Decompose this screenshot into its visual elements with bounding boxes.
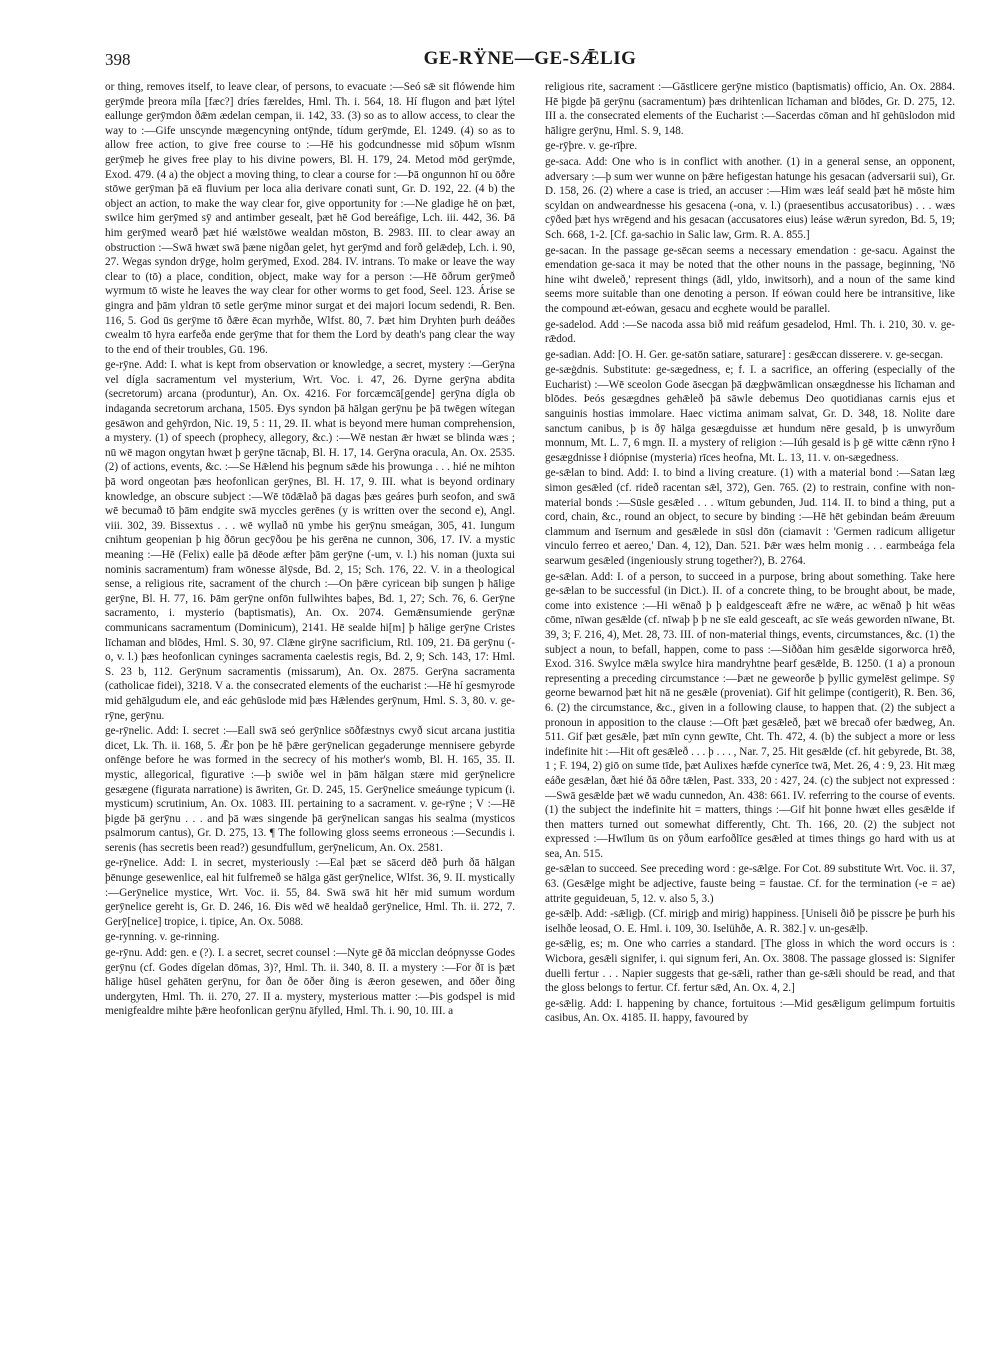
dictionary-entry: ge-rȳnelic. Add: I. secret :—Eall swā seó gerȳnlice sōðfæstnys cwyð sicut arcana justitia dicet, Lk. Th. ii. 168, 5. Ǣr þon þe hē þǣre gerȳnelican gegaderunge mennisere gebyrde onfēnge before he was formed in the secrecy of his mother's womb, Bl. H. 165, 35. II. mystic, allegorical, figurative :—þ swiðe wel in þām hālgan stære mid gerȳnelicre gesægene (figurata narratione) is āwriten, Gr. D. 245, 15. Gerȳnelice smeáunge typicum (i. mysticum) scrutinium, An. Ox. 1083. III. pertaining to a sacrament. v. ge-rȳne ; V :—Hē þigde þā gerȳnu . . . and þā wæs singende þā gerȳnelican sangas his sealma (mysticos psalmorum cantus), Gr. D. 275, 13. ¶ The following gloss seems erroneous :—Secundis i. serenis (has secretis been read?) gesundfullum, gerȳnelicum, An. Ox. 2581. <box>105 725 515 854</box>
dictionary-entry: ge-rȳnu. Add: gen. e (?). I. a secret, secret counsel :—Nyte gē ðā micclan deópnysse Godes gerȳnu (cf. Godes dígelan dōmas, 3)?, Hml. Th. ii. 340, 8. II. a mystery :—For ðī is þæt hālige hūsel gehāten gerȳnu, for ðan ðe ōðer ðing is ǣeron gesewen, and ōðer ðing undergyten, Hml. Th. ii. 270, 27. II a. mystery, mysterious matter :—Þis godspel is mid menigfealdre mihte þǣre heofonlican gerȳnu āfylled, Hml. Th. i. 90, 10. III. a <box>105 947 515 1018</box>
page-number: 398 <box>105 50 131 69</box>
dictionary-entry: ge-sadian. Add: [O. H. Ger. ge-satōn satiare, saturare] : gesǣccan disserere. v. ge-secgan. <box>545 348 944 361</box>
dictionary-entry: religious rite, sacrament :—Gāstlicere gerȳne mistico (baptismatis) officio, An. Ox. 2884. Hē þigde þā gerȳnu (sacramentum) þæs drihtenlican līchaman and blōdes, Gr. D. 275, 12. III a. the consecrated elements of the Eucharist :—Sacerdas cōman and hī gehūslodon mid hāligre gerȳnu, Hml. S. 9, 148. <box>545 81 955 137</box>
page-header <box>105 48 955 74</box>
dictionary-entry: ge-sæġdnis. Substitute: ge-sægedness, e; f. I. a sacrifice, an offering (especially of the Eucharist) :—Wē sceolon Gode āsecgan þā dægþwāmlican onsægdnesse his līchaman and blōdes. Þeós gesægdnes gehǣleð þā sāwle debemus Deo quotidianas carnis ejus et sanguinis hostias immolare. Haec victima animam salvat, Gr. D. 348, 18. Nolite dare sanctum canibus, þ is ðȳ hālga gesægduisse æt hundum nēre gesald, þ is unwyrðum monnum, Mt. L. 7, 6 mgn. II. a mystery of religion :—Iúh gesald is þ gē witte cǣnn rȳno ł gesægdnisse ł diópnise (mysteria) rīces heofna, Mt. L. 13, 11. v. on-sægedness. <box>545 364 955 464</box>
right-column <box>545 80 955 1325</box>
dictionary-entry: ge-rȳþre. v. ge-rīþre. <box>545 140 638 153</box>
dictionary-entry: ge-sacan. In the passage ge-sēcan seems a necessary emendation : ge-sacu. Against the emendation ge-saca it may be noted that the other nouns in the passage, beginning, 'Nō hine wiht dweleð,' represent things (ādl, yldo, inwitsorh), and a noun of the same kind seems more suitable than one denoting a person. If eówan could here be intransitive, like the compound æt-eówan, gesacu and ecghete would be parallel. <box>545 244 955 315</box>
dictionary-entry: ge-rȳne. Add: I. what is kept from observation or knowledge, a secret, mystery :—Gerȳna vel dígla sacramentum vel mysterium, Wrt. Voc. i. 47, 26. Dyrne gerȳna abdita (secretorum) arcana (produntur), An. Ox. 4216. For forcæmcā[gende] gerȳna dígla ob indaganda secretorum archana, 1505. Ðys syndon þā hālgan gerȳnu þe þā twēgen wítegan gesāwon and gehȳrdon, Nic. 19, 5 : 11, 29. II. what is beyond mere human comprehension, a mystery. (1) of speech (prophecy, allegory, &c.) :—Wē nestan ǣr hwæt se blinda wæs ; nū wē magon ongytan hwæt þ gerȳne tācnaþ, Bl. H. 17, 14. Gerȳna oracula, An. Ox. 2535. (2) of actions, events, &c. :—Se Hǣlend his þegnum sǣde his þrowunga . . . hié ne mihton þā word ongeotan þæs heofonlican gerȳnes, Bl. H. 17, 9. III. what is beyond ordinary knowledge, an obscure subject :—Wē tōdǣlað þā dagas þæs geáres þurh seofon, and swā wē becumað tō þām endgite swā myccles gerēnes (y is written over the second e), Angl. viii. 302, 39. Bissextus . . . wē wyllað nū ymbe his gerȳnu smeágan, 305, 41. Iungum cnihtum geopenian þ hig ðōrun gecȳðou þe his gerēna ne cunnon, 306, 17. IV. a mystic meaning :—Hē (Felix) ealle þā dēode æfter þām gerȳne (-um, v. l.) his noman (juxta sui nominis sacramentum) fram wōnesse ālȳsde, Bd. 2, 15; Sch. 176, 22. V. in a theological sense, a religious rite, sacrament of the church :—On þǣre cyricean biþ sungen þ hālige gerȳne, Bl. H. 77, 16. Þām gerȳne onfōn fullwihtes baþes, Bd. 1, 27; Sch. 76, 6. Gerȳne sacramento, i. mysterio (baptismatis), An. Ox. 2074. Gemǣnsumiende gerȳnæ communicans sacramentum (Dominicum), 2141. Hē sealde hi[m] þ hālige gerȳne Cristes līchaman and blōdes, Hml. S. 30, 97. Clǣne girȳne sacrificium, Rtl. 109, 21. Ðā gerȳnu (-o, v. l.) þæs heofonlican cyninges sacramenta caelestis regis, Bd. 2, 9; Sch. 143, 17: Hml. S. 23 b, 112. Gerȳnum sacramentis (missarum), An. Ox. 2875. Gerȳna sacramenta (catholicae fidei), 3218. V a. the consecrated elements of the eucharist :—Hē hí gesmyrode mid gehālgudum ele, and eác gehūslode mid þæs Hǣlendes gerȳnum, Hml. S. 3, 80. v. ge-rȳne, gerȳnu. <box>105 359 515 722</box>
dictionary-entry: ge-sǣlig. Add: I. happening by chance, fortuitous :—Mid gesǣligum gelimpum fortuitis casibus, An. Ox. 4185. II. happy, favoured by <box>545 997 955 1025</box>
dictionary-entry: ge-sǣlig, es; m. One who carries a standard. [The gloss in which the word occurs is : Wicbora, gesǣli signifer, i. qui signum feri, An. Ox. 3808. The passage glossed is: Signifer duelli fertur . . . Napier suggests that ge-sǣli, rather than ge-sǣli should be read, and that the gloss belongs to fertur. Cf. fertur sǣd, An. Ox. 4, 2.] <box>545 938 955 995</box>
left-column <box>105 80 515 1325</box>
dictionary-entry: ge-sǣlan to bind. Add: I. to bind a living creature. (1) with a material bond :—Satan læg simon gesǣled (cf. rideð racentan sǣl, 372), Gen. 765. (2) to restrain, confine with non-material bonds :—Sūsle gesǣled . . . wītum gebunden, Jud. 114. II. to bind a thing, put a cord, chain, &c., round an object, to secure by binding :—Hē hēt gebindan beám ǣreuum clammum and īsernum and gesǣlede in sūsl dōn (ciamavit : 'Germen radicum alligetur vinculo ferreo et aereo,' Dan. 4, 12), Dan. 521. Þǣr wæs helm monig . . . earmbeága fela searwum gesǣled (ingeniously strung together?), B. 2764. <box>545 467 955 567</box>
dictionary-entry: ge-sǣlan. Add: I. of a person, to succeed in a purpose, bring about something. Take here ge-sǣlan to be successful (in Dict.). II. of a concrete thing, to be brought about, be made, come into existence :—Hi wēnað þ þ ealdgesceaft ǣfre ne wǣre, ac wēnað þ hit wēas cōme, nīwan gesǣlde (cf. nīwaþ þ þ ne sīe eald gesceaft, ac sīe weás geworden nīwane, Bt. 39, 3; F. 216, 4), Met. 28, 73. III. of non-material things, events, circumstances, &c. (1) the subject a noun, to befall, happen, come to pass :—Siððan him gesǣlde sigorworca hrēð, Exod. 316. Swylce mǣla swylce hira mandryhtne þearf gesǣlde, B. 1250. (1 a) a pronoun representing a preceding circumstance :—Þæt ne geweorðe þ þyllic gymelēst gelimpe. Sȳ georne bewarnod þæt hit nā ne gesǣle (proveniat). Gif hit gelimpe (contigerit), R. Ben. 36, 6. (2) the circumstance, &c., given in a following clause, to happen that. (2) the subject a pronoun in apposition to the clause :—Oft þæt gesǣleð, þæt wē brecað ofer bædweg, An. 511. Gif þæt gesǣle, þæt mīn cynn gewīte, Cht. Th. 472, 4. (b) the subject a more or less indefinite hit :—Hit oft gesǣleð . . . þ . . . , Nar. 7, 25. Hit gesǣlde (cf. hit gebyrede, Bt. 38, 1 ; F. 194, 2) giō on sume tīde, þæt Aulixes hæfde cynerīce twā, Met. 26, 4 : 9, 23. Hit mæg eáðe gesǣlan, ðæt hié ðā ōðre tǣlen, Past. 333, 20 : 427, 24. (c) the subject not expressed :—Swā gesǣlde þæt wē wadu cunnedon, An. 438: 661. IV. referring to the course of events. (1) the subject the indefinite hit = matters, things :—Gif hit þonne hwæt elles gesǣlde if then matters turned out somewhat differently, Cht. Th. 166, 20. (2) the subject not expressed :—Hwīlum ūs on ȳðum earfoðlīce gesǣled at times things go hard with us at sea, An. 515. <box>545 570 955 860</box>
running-head: GE-RŸNE—GE-SǢLIG <box>423 48 637 69</box>
dictionary-entry: ge-sadelod. Add :—Se nacoda assa bið mid reáfum gesadelod, Hml. Th. i. 210, 30. v. ge-rǣdod. <box>545 318 955 346</box>
dictionary-entry: ge-sǣlan to succeed. See preceding word : ge-sǣlge. For Cot. 89 substitute Wrt. Voc. ii. 37, 63. (Gesǣlge might be adjective, fauste being = faustae. Cf. for the termination (-e = ae) attrite geguideuan, 5, 12. v. also 5, 3.) <box>545 863 955 905</box>
dictionary-entry: ge-saca. Add: One who is in conflict with another. (1) in a general sense, an opponent, adversary :—þ sum wer wunne on þǣre hefigestan hatunge his gesacan (adversarii sui), Gr. D. 158, 26. (2) where a case is tried, an accuser :—Him wæs leáf seald þæt hē mōste him scyldan on andweardnesse his gesacena (-ona, v. l.) (praesentibus accusatoribus) . . . wæs cȳðed þæt hys wrēgend and his gesacan (accusatores eius) leáse wǣrun syredon, Bd. 5, 19; Sch. 668, 1-2. [Cf. ga-sachio in Salic law, Grm. R. A. 855.] <box>545 155 955 241</box>
dictionary-entry: ge-rȳnelice. Add: I. in secret, mysteriously :—Eal þæt se sācerd dēð þurh ðā hālgan þēnunge gesewenlice, eal hit fulfremeð se hālga gāst gerȳnelice, Wlfst. 36, 9. II. mystically :—Gerȳnelice mystice, Wrt. Voc. ii. 55, 84. Swā swā hit hēr mid sumum wordum gerȳnelice gereht is, Gr. D. 246, 16. Ðis wēd wē healdað gerȳnelice, Hml. Th. ii. 272, 7. Gerȳ[nelice] tropice, i. tipice, An. Ox. 5088. <box>105 857 515 928</box>
dictionary-entry: or thing, removes itself, to leave clear, of persons, to evacuate :—Seó sǣ sit flówende him gerȳmde þreora míla [fæc?] dríes færeldes, Hml. Th. i. 564, 18. Hí flugon and þæt lýtel eallunge gerȳmdon ðǣm ædelan cempan, ii. 142, 33. (3) so as to allow access, to clear the way to :—Gife unscynde mægencyning ontȳnde, tídum gerȳmde, El. 1249. (4) so as to allow free action, to give free course to :—Hē his godcundnesse mid sōþum wīsnm gerȳmeþ he gives free play to his divine powers, Bl. H. 179, 24. Metod mōd gerȳmde, Exod. 479. (4 a) the object a moving thing, to clear a course for :—Þā ongunnon hī ou ōðre stōwe gerȳman þā eā fluvium per loca alia derivare conati sunt, Gr. D. 192, 22. (4 b) the object an action, to make the way clear for, give opportunity for :—Ne gladige hē on þæt, swilce him gerȳmed sȳ and antimber gesealt, þæt hē God bereáfige, Lch. iii. 442, 36. Þā him gerȳmed wearð þæt hié wælstōwe wealdan mōston, B. 2983. III. to clear away an obstruction :—Swā hwæt swā þæne nigðan gelet, hyt gerȳmd and forð gelǣdeþ, Lch. i. 90, 27. Wegas syndon drȳge, holm gerȳmed, Exod. 284. IV. intrans. To make or leave the way clear to (tō) a place, condition, object, make way for a person :—Hē ōðrum gerȳmeð wyrmum tō wiste he leaves the way clear for other worms to get food, Seel. 123. Árise se gingra and þām yldran tō setle gerȳme minor surgat et dei majori locum sedendi, R. Ben. 116, 5. God ūs gerȳme tō ðǣre ēcan myrhðe, Wlfst. 80, 7. Þæt him Dryhten þurh deáðes cwealm tō hyra earfeða ende gerȳme that for them the Lord by death's pang clear the way to the end of their troubles, Gū. 196. <box>105 81 515 356</box>
text-columns <box>105 80 955 1325</box>
dictionary-entry: ge-sǣlþ. Add: -sǣligþ. (Cf. mirigþ and mirig) happiness. [Uniseli ðið þe pisscre þe þurh his iselhðe leosad, O. E. Hml. i. 109, 30. Iselühðe, A. R. 382.] v. un-gesǣlþ. <box>545 908 955 935</box>
dictionary-entry: ge-rynning. v. ge-rinning. <box>105 931 220 944</box>
